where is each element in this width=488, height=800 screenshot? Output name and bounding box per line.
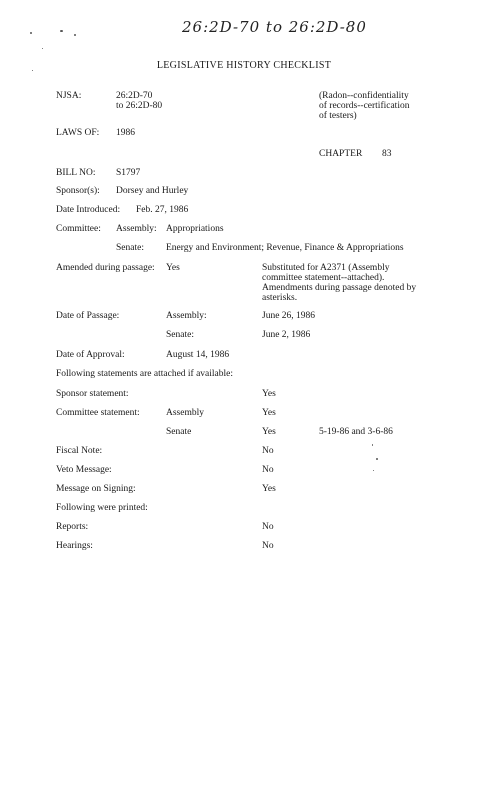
handwritten-reference: 26:2D-70 to 26:2D-80 — [182, 18, 367, 36]
passage-senate-label: Senate: — [166, 330, 194, 340]
reports-value: No — [262, 522, 274, 532]
committee-statement-assembly-value: Yes — [262, 408, 276, 418]
committee-statement-senate-value: Yes — [262, 427, 276, 437]
chapter-value: 83 — [382, 149, 392, 159]
njsa-line-1: 26:2D-70 — [116, 91, 153, 101]
njsa-line-2: to 26:2D-80 — [116, 101, 163, 111]
approval-label: Date of Approval: — [56, 350, 125, 360]
reports-label: Reports: — [56, 522, 89, 532]
passage-label: Date of Passage: — [56, 311, 120, 321]
amended-label: Amended during passage: — [56, 263, 155, 273]
amended-note-1: Substituted for A2371 (Assembly — [262, 263, 390, 273]
sponsor-statement-label: Sponsor statement: — [56, 389, 129, 399]
committee-statement-assembly-label: Assembly — [166, 408, 204, 418]
veto-message-value: No — [262, 465, 274, 475]
passage-assembly-label: Assembly: — [166, 311, 207, 321]
sponsors-label: Sponsor(s): — [56, 186, 100, 196]
hearings-label: Hearings: — [56, 541, 93, 551]
njsa-label: NJSA: — [56, 91, 82, 101]
committee-statement-senate-dates: 5-19-86 and 3-6-86 — [319, 427, 393, 437]
scan-speck — [376, 458, 378, 460]
page-title: LEGISLATIVE HISTORY CHECKLIST — [156, 60, 332, 71]
committee-senate-value: Energy and Environment; Revenue, Finance & Appropriations — [166, 243, 404, 253]
committee-assembly-label: Assembly: — [116, 224, 157, 234]
scan-speck — [60, 30, 63, 32]
hearings-value: No — [262, 541, 274, 551]
scan-speck — [42, 48, 43, 49]
committee-senate-label: Senate: — [116, 243, 144, 253]
laws-of-value: 1986 — [116, 128, 135, 138]
chapter-label: CHAPTER — [319, 149, 363, 159]
date-introduced-value: Feb. 27, 1986 — [136, 205, 189, 215]
scan-speck — [74, 34, 76, 36]
signing-message-value: Yes — [262, 484, 276, 494]
amended-value: Yes — [166, 263, 180, 273]
veto-message-label: Veto Message: — [56, 465, 112, 475]
njsa-desc-3: of testers) — [319, 111, 357, 121]
committee-statement-senate-label: Senate — [166, 427, 192, 437]
printed-header: Following were printed: — [56, 503, 148, 513]
passage-senate-value: June 2, 1986 — [262, 330, 311, 340]
signing-message-label: Message on Signing: — [56, 484, 136, 494]
bill-no-value: S1797 — [116, 168, 141, 178]
fiscal-note-value: No — [262, 446, 274, 456]
njsa-desc-2: of records--certification — [319, 101, 410, 111]
committee-assembly-value: Appropriations — [166, 224, 224, 234]
amended-note-2: committee statement--attached). — [262, 273, 385, 283]
approval-value: August 14, 1986 — [166, 350, 230, 360]
amended-note-3: Amendments during passage denoted by — [262, 283, 417, 293]
scan-speck — [373, 470, 374, 471]
bill-no-label: BILL NO: — [56, 168, 96, 178]
passage-assembly-value: June 26, 1986 — [262, 311, 316, 321]
fiscal-note-label: Fiscal Note: — [56, 446, 103, 456]
scan-speck — [372, 444, 373, 446]
amended-note-4: asterisks. — [262, 293, 298, 303]
statements-header: Following statements are attached if available: — [56, 369, 234, 379]
sponsor-statement-value: Yes — [262, 389, 276, 399]
laws-of-label: LAWS OF: — [56, 128, 100, 138]
date-introduced-label: Date Introduced: — [56, 205, 121, 215]
sponsors-value: Dorsey and Hurley — [116, 186, 189, 196]
committee-label: Committee: — [56, 224, 101, 234]
committee-statement-label: Committee statement: — [56, 408, 140, 418]
njsa-desc-1: (Radon--confidentiality — [319, 91, 409, 101]
scan-speck — [30, 32, 32, 34]
